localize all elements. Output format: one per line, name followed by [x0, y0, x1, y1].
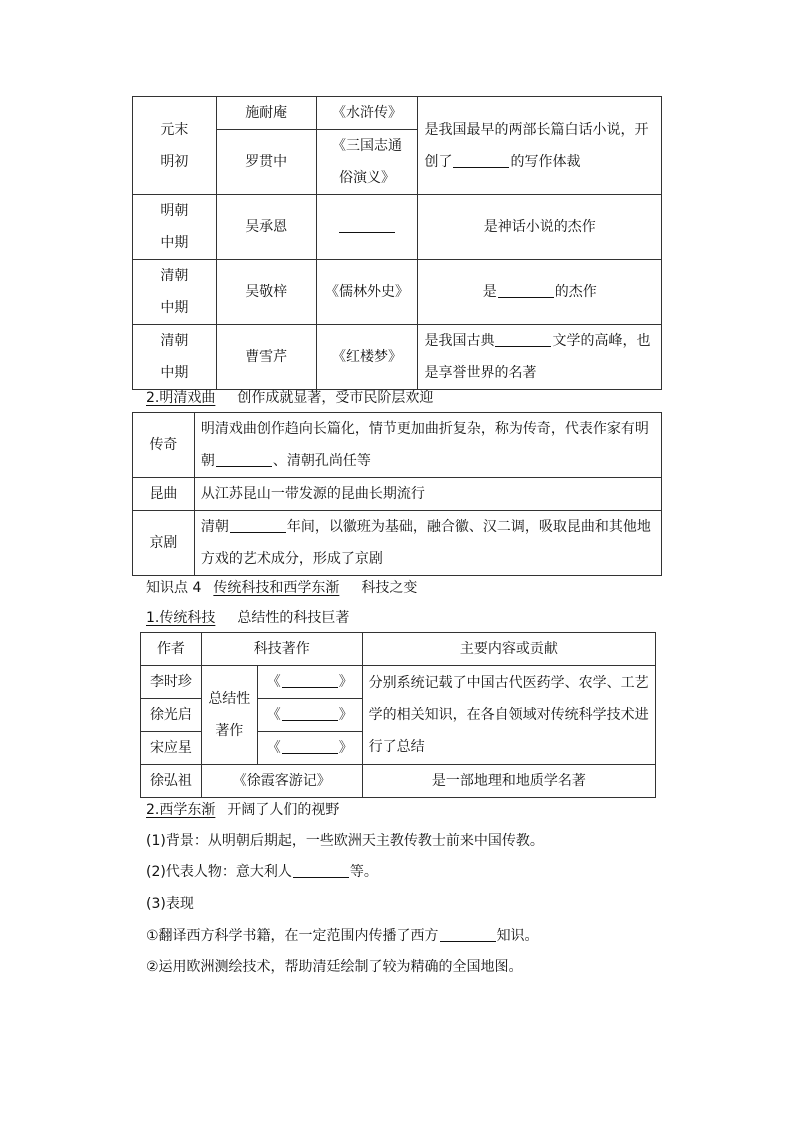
author-cell: 曹雪芹 — [216, 325, 316, 390]
content-cell: 是一部地理和地质学名著 — [362, 765, 655, 798]
opera-name-cell: 传奇 — [133, 413, 195, 478]
background-text: (1)背景：从明朝后期起，一些欧洲天主教传教士前来中国传教。 — [146, 833, 544, 849]
knowledge-point-heading: 知识点 4 传统科技和西学东渐 科技之变 — [146, 580, 418, 596]
fill-blank[interactable] — [498, 283, 554, 298]
fill-blank[interactable] — [339, 218, 395, 233]
work-cell: 《徐霞客游记》 — [201, 765, 362, 798]
opera-name-cell: 京剧 — [133, 511, 195, 576]
content-cell: 分别系统记载了中国古代医药学、农学、工艺 学的相关知识，在各自领域对传统科学技术进 行了总结 — [362, 666, 655, 765]
desc-cell: 是 的杰作 — [418, 260, 662, 325]
author-cell: 吴承恩 — [216, 195, 316, 260]
novels-table — [132, 96, 662, 390]
author-cell: 吴敬梓 — [216, 260, 316, 325]
work-blank-cell: 《 》 — [257, 699, 362, 732]
header-cell: 科技著作 — [201, 633, 362, 666]
desc-cell: 是神话小说的杰作 — [418, 195, 662, 260]
work-cell: 《儒林外史》 — [316, 260, 418, 325]
header-cell: 作者 — [141, 633, 202, 666]
fill-blank[interactable] — [282, 706, 338, 721]
section-heading: 2.明清戏曲 创作成就显著，受市民阶层欢迎 — [146, 390, 434, 406]
work-cell: 《水浒传》 — [316, 97, 418, 130]
work-cell: 《三国志通 俗演义》 — [316, 130, 418, 195]
opera-text-cell: 从江苏昆山一带发源的昆曲长期流行 — [194, 478, 661, 511]
fill-blank[interactable] — [282, 739, 338, 754]
author-cell: 罗贯中 — [216, 130, 316, 195]
people-text: (2)代表人物：意大利人 等。 — [146, 864, 378, 880]
author-cell: 李时珍 — [141, 666, 202, 699]
fill-blank[interactable] — [282, 673, 338, 688]
work-blank-cell: 《 》 — [257, 732, 362, 765]
opera-text-cell: 清朝 年间，以徽班为基础，融合徽、汉二调，吸取昆曲和其他地 方戏的艺术成分，形成了京剧 — [194, 511, 661, 576]
fill-blank[interactable] — [230, 518, 286, 533]
author-cell: 徐弘祖 — [141, 765, 202, 798]
section-heading: 2.西学东渐 开阔了人们的视野 — [146, 802, 340, 818]
opera-table — [132, 412, 662, 576]
opera-name-cell: 昆曲 — [133, 478, 195, 511]
fill-blank[interactable] — [453, 153, 509, 168]
fill-blank[interactable] — [495, 332, 551, 347]
author-cell: 宋应星 — [141, 732, 202, 765]
point-text: ②运用欧洲测绘技术，帮助清廷绘制了较为精确的全国地图。 — [146, 959, 523, 975]
era-cell: 元末 明初 — [133, 97, 217, 195]
work-blank-cell: 《 》 — [257, 666, 362, 699]
era-cell: 清朝 中期 — [133, 325, 217, 390]
category-cell: 总结性 著作 — [201, 666, 257, 765]
section-heading: 1.传统科技 总结性的科技巨著 — [146, 610, 350, 626]
era-cell: 明朝 中期 — [133, 195, 217, 260]
fill-blank[interactable] — [293, 863, 349, 878]
fill-blank[interactable] — [440, 927, 496, 942]
point-text: ①翻译西方科学书籍，在一定范围内传播了西方 知识。 — [146, 928, 539, 944]
work-cell: 《红楼梦》 — [316, 325, 418, 390]
header-cell: 主要内容或贡献 — [362, 633, 655, 666]
show-heading: (3)表现 — [146, 896, 194, 912]
fill-blank[interactable] — [216, 452, 272, 467]
opera-text-cell: 明清戏曲创作趋向长篇化，情节更加曲折复杂，称为传奇，代表作家有明 朝 、清朝孔尚任等 — [194, 413, 661, 478]
desc-cell: 是我国最早的两部长篇白话小说，开 创了 的写作体裁 — [418, 97, 662, 195]
desc-cell: 是我国古典 文学的高峰，也 是享誉世界的名著 — [418, 325, 662, 390]
tech-table — [140, 632, 656, 798]
author-cell: 施耐庵 — [216, 97, 316, 130]
era-cell: 清朝 中期 — [133, 260, 217, 325]
author-cell: 徐光启 — [141, 699, 202, 732]
work-cell — [316, 195, 418, 260]
